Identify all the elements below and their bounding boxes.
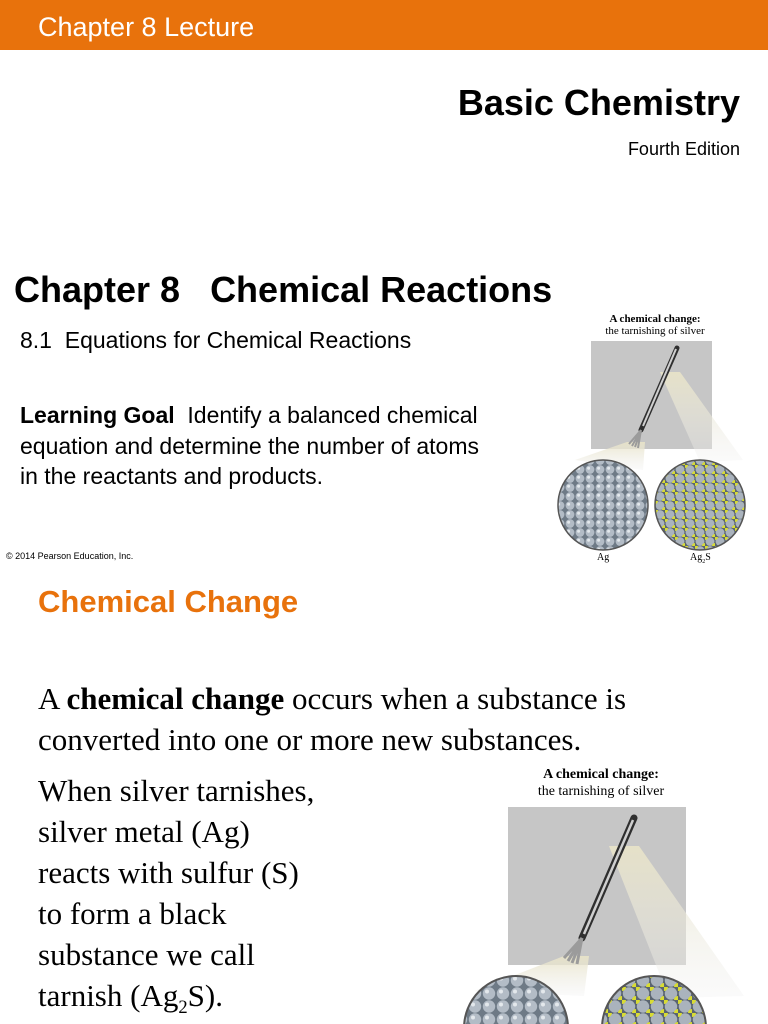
book-title: Basic Chemistry — [457, 82, 740, 123]
chapter-heading — [14, 268, 552, 312]
figure-caption-title: A chemical change: — [609, 313, 701, 325]
slide2-title: Chemical Change — [38, 584, 299, 619]
body-line-tarnish: tarnish $(Ag_2S)$. — [38, 978, 223, 1019]
figure-label-ag2s: $Ag_2S$ — [690, 552, 711, 565]
header-bar — [0, 0, 768, 50]
learning-goal-text: Identify a balanced chemical equation and determine the number of atoms in the reactants and products. — [20, 402, 480, 489]
book-edition: Fourth Edition — [627, 139, 740, 159]
tarnish-figure-large-art — [454, 766, 748, 1024]
body-line: reacts with sulfur (S) — [38, 855, 299, 890]
body-line: to form a black — [38, 896, 227, 931]
figure-caption-title: A chemical change: — [543, 767, 659, 782]
copyright: © 2014 Pearson Education, Inc. — [6, 551, 134, 561]
tarnish-figure-small — [555, 312, 755, 566]
chemical-change-term: chemical change — [66, 681, 285, 716]
figure-caption-sub: the tarnishing of silver — [605, 325, 705, 337]
figure-label-ag: Ag — [597, 552, 610, 563]
learning-goal — [20, 400, 480, 492]
slide2-body — [38, 770, 438, 1019]
section-title: 8.1 Equations for Chemical Reactions — [20, 327, 412, 353]
body-line: substance we call — [38, 937, 255, 972]
chapter-number: Chapter 8 — [14, 269, 181, 310]
chapter-title: Chemical Reactions — [210, 269, 553, 310]
slide2-intro: A chemical change occurs when a substance is converted into one or more new substances. — [38, 681, 627, 757]
body-line: silver metal (Ag) — [38, 814, 250, 849]
header-title: Chapter 8 Lecture — [38, 12, 255, 42]
tarnish-figure-large — [454, 766, 748, 1024]
tarnish-figure-small-art — [555, 312, 755, 566]
learning-goal-label: Learning Goal — [20, 402, 175, 428]
figure-caption-sub: the tarnishing of silver — [537, 784, 665, 799]
body-line: When silver tarnishes, — [38, 773, 315, 808]
